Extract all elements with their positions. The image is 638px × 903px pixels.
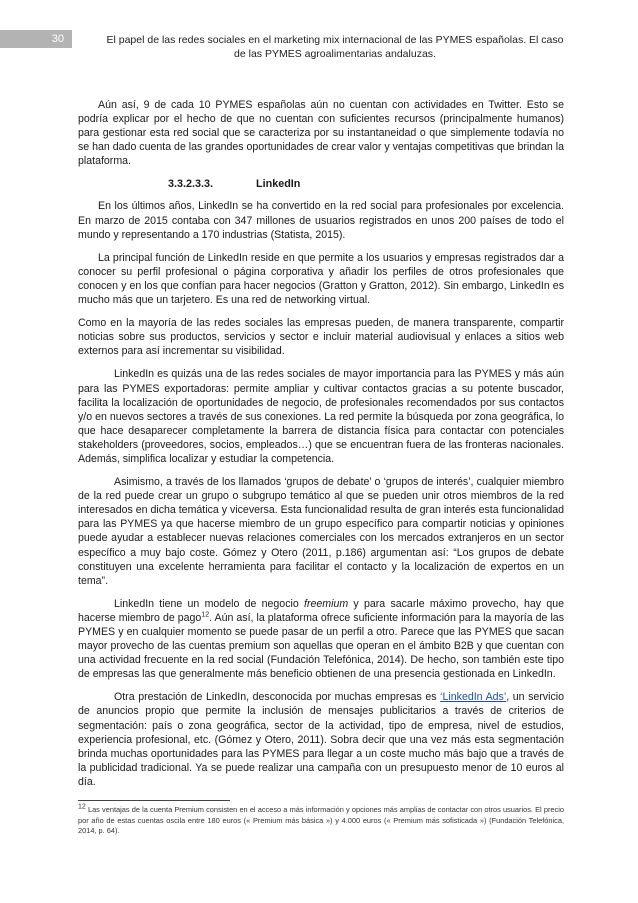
text-run: LinkedIn tiene un modelo de negocio (114, 597, 305, 610)
section-title: LinkedIn (256, 178, 301, 191)
emphasis-freemium: freemium (304, 597, 349, 610)
footnote-marker: 12 (78, 803, 86, 811)
text-run: Otra prestación de LinkedIn, desconocida por muchas empresas es (114, 691, 441, 704)
paragraph-twitter-summary: Aún así, 9 de cada 10 PYMES españolas aún no cuentan con actividades en Twitter. Esto se podría explicar por el hecho de que no cuentan con suficientes recursos (principalmente humanos) para gestionar esta red social que se caracteriza por su instantaneidad o que simplemente todavía no se han dado cuenta de las grandes oportunidades de crear valor y ventajas competitivas que brindan la plataforma. (78, 99, 564, 168)
paragraph-linkedin-groups: Asimismo, a través de los llamados ‘grupos de debate’ o ‘grupos de interés’, cualquier miembro de la red puede crear un grupo o subgrupo temático al que se pueden unir otros miembros de la red interesados en dicha temática y viceversa. Esta funcionalidad resulta de gran interés esta funcionalidad para las PYMES ya que hacerse miembro de un grupo específico para compartir noticias y opiniones puede ayudar a establecer nuevas relaciones comerciales con los mercados extranjeros en un sector específico a muy bajo coste. Gómez y Otero (2011, p.186) argumentan así: “Los grupos de debate constituyen una excelente herramienta para facilitar el contacto y la localización de expertos en un tema”. (78, 476, 564, 587)
paragraph-linkedin-freemium (78, 597, 564, 682)
text-run: . Aún así, la plataforma ofrece suficiente información para la mayoría de las PYMES y en cualquier momento se puede pasar de un perfil a otro. Parece que las PYMES que sacan mayor provecho de las cuentas premium son aquellas que operan en el ámbito B2B y que cuentan con una actividad frecuente en la red social (Fundación Telefónica, 2014). De hecho, son también este tipo de empresas las que generalmente más beneficio obtienen de una presencia gestionada en LinkedIn. (78, 611, 564, 681)
footnote-reference[interactable]: 12 (201, 611, 210, 619)
section-number: 3.3.2.3.3. (168, 178, 214, 191)
section-heading-linkedin (78, 177, 564, 191)
linkedin-ads-link[interactable]: ‘LinkedIn Ads’ (440, 691, 507, 704)
text-run: y para sacarle máximo provecho, hay que hacerse miembro de pago (78, 597, 565, 624)
body-text (78, 98, 564, 798)
footnote (78, 805, 564, 837)
text-run: , un servicio de anuncios propio que permite la inclusión de mensajes publicitarios a través de criterios de segmentación: país o zona geográfica, sector de la actividad, tipo de empresa, nivel de estudios, experiencia profesional, etc. (Gómez y Otero, 2011). Sobra decir que una vez más esta segmentación brinda muchas oportunidades para las PYMES para llegar a un coste mucho más bajo que a través de la publicidad tradicional. Ya se puede realizar una campaña con un presupuesto menor de 10 euros al día. (78, 691, 565, 788)
running-header: El papel de las redes sociales en el marketing mix internacional de las PYMES españolas. El caso de las PYMES agroalimentarias andaluzas. (106, 34, 564, 60)
paragraph-linkedin-intro: En los últimos años, LinkedIn se ha convertido en la red social para profesionales por excelencia. En marzo de 2015 contaba con 347 millones de usuarios registrados en unos 200 países de todo el mundo y representando a 170 industrias (Statista, 2015). (78, 200, 564, 241)
footnote-divider (78, 800, 230, 801)
page-number: 30 (0, 30, 72, 48)
paragraph-linkedin-ads (78, 690, 564, 789)
paragraph-linkedin-function: La principal función de LinkedIn reside en que permite a los usuarios y empresas registrados dar a conocer su perfil profesional o página corporativa y añadir los perfiles de otros profesionales que conocen y en los que confían para hacer negocios (Gratton y Gratton, 2012). Sin embargo, LinkedIn es mucho más que un tarjetero. Es una red de networking virtual. (78, 251, 564, 307)
paragraph-linkedin-pymes: LinkedIn es quizás una de las redes sociales de mayor importancia para las PYMES y más aún para las PYMES exportadoras: permite ampliar y cultivar contactos gracias a su potente buscador, facilita la localización de oportunidades de negocio, de profesionales recomendados por sus contactos y/o en nuevos sectores a través de sus conexiones. La red permite la búsqueda por zona geográfica, lo que hace desaparecer completamente la barrera de distancia física para contactar con potenciales stakeholders (proveedores, socios, empleados…) que se encuentran fuera de las fronteras nacionales. Además, simplifica localizar y estudiar la competencia. (78, 368, 564, 465)
footnote-text: Las ventajas de la cuenta Premium consisten en el acceso a más información y opciones más amplias de contactar con otros usuarios. El precio por año de estas cuentas oscila entre 180 euros (« Premium más básica ») y 4.000 euros (« Premium más sofisticada ») (Fundación Telefónica, 2014, p. 64). (78, 805, 564, 835)
paragraph-linkedin-sharing: Como en la mayoría de las redes sociales las empresas pueden, de manera transparente, compartir noticias sobre sus productos, servicios y sector e incluir material audiovisual y enlaces a sitios web externos para así incrementar su visibilidad. (78, 317, 564, 358)
